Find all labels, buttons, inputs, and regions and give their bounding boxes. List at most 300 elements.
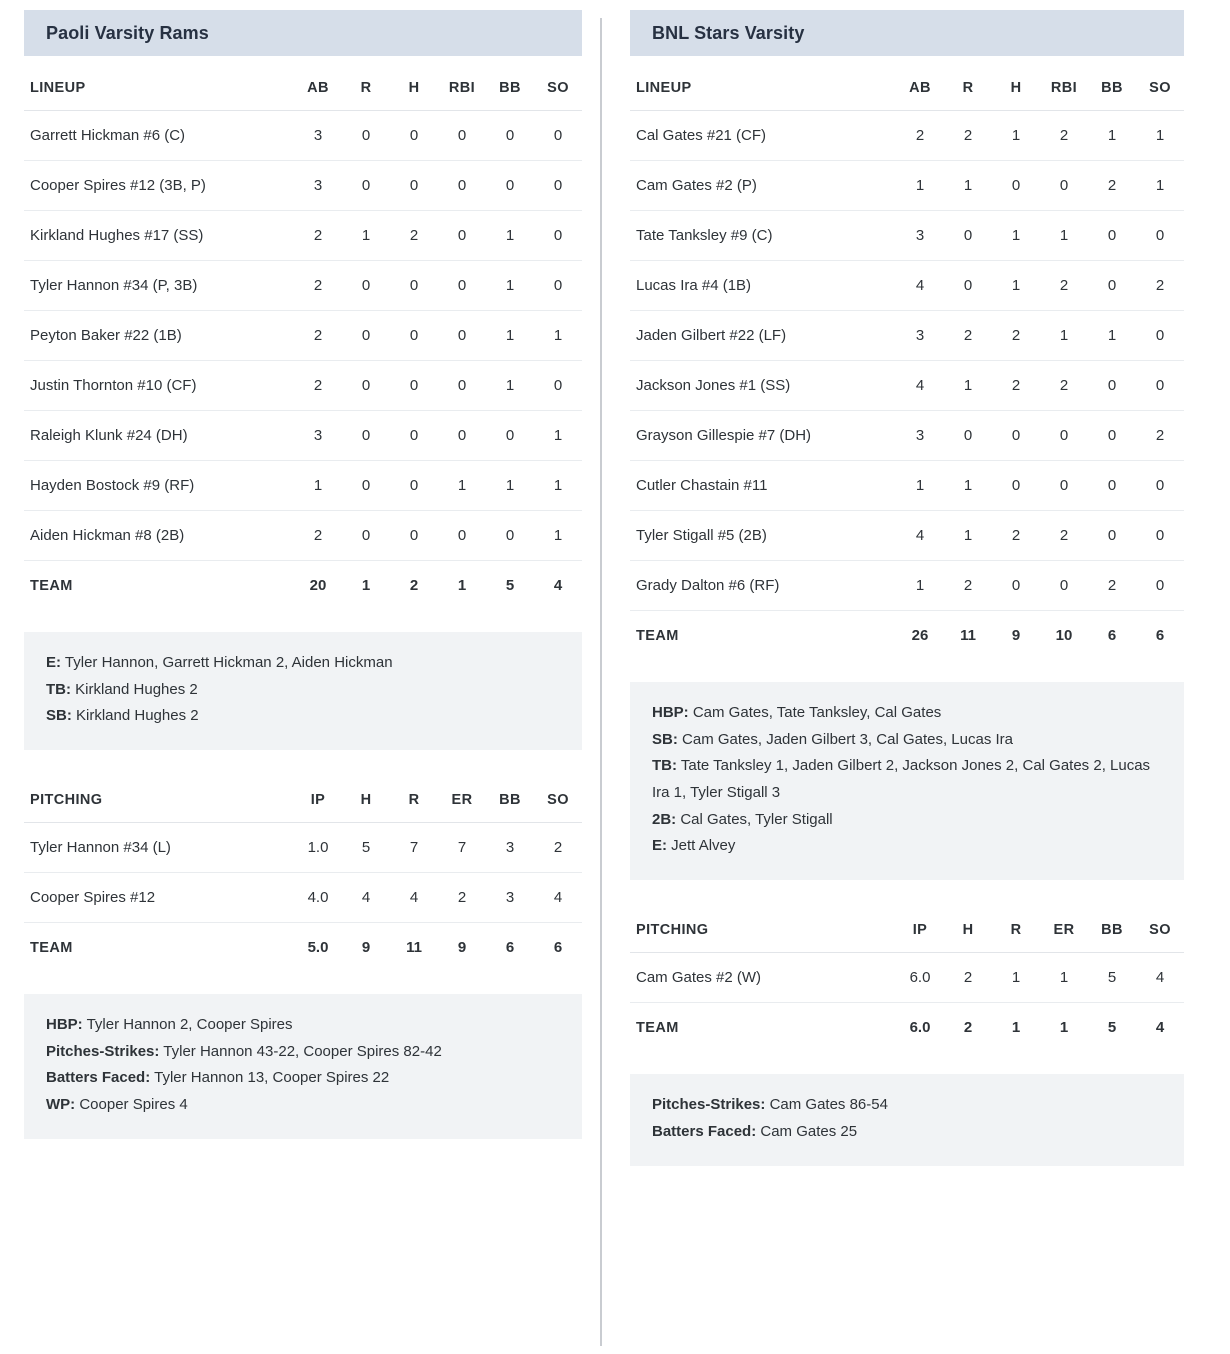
note-label: Pitches-Strikes: xyxy=(652,1096,766,1114)
team-total-label: TEAM xyxy=(630,1003,896,1053)
team-total-cell: 2 xyxy=(944,1003,992,1053)
stat-cell: 2 xyxy=(1040,261,1088,311)
note-line xyxy=(652,1119,1162,1146)
stat-cell: 1 xyxy=(944,461,992,511)
stat-cell: 1 xyxy=(342,211,390,261)
stat-cell: 3 xyxy=(294,111,342,161)
note-line xyxy=(46,703,560,730)
team-total-cell: 5 xyxy=(1088,1003,1136,1053)
table-row xyxy=(630,161,1184,211)
table-row xyxy=(630,953,1184,1003)
stat-cell: 1 xyxy=(1040,953,1088,1003)
stat-cell: 1 xyxy=(944,361,992,411)
stat-cell: 2 xyxy=(896,111,944,161)
note-label: Batters Faced: xyxy=(46,1069,151,1087)
team-header xyxy=(630,10,1184,56)
pitching-table xyxy=(630,906,1184,1052)
player-name: Garrett Hickman #6 (C) xyxy=(24,111,294,161)
team-total-cell: 10 xyxy=(1040,611,1088,661)
stat-cell: 1 xyxy=(486,361,534,411)
table-row xyxy=(24,211,582,261)
batting-table-body xyxy=(630,111,1184,661)
table-row xyxy=(630,111,1184,161)
note-text: Kirkland Hughes 2 xyxy=(76,707,199,725)
note-text: Jett Alvey xyxy=(671,837,736,855)
stat-cell: 0 xyxy=(1088,211,1136,261)
batting-table-body xyxy=(24,111,582,611)
note-line xyxy=(46,677,560,704)
player-name: Tate Tanksley #9 (C) xyxy=(630,211,896,261)
stat-cell: 2 xyxy=(1040,111,1088,161)
note-label: E: xyxy=(46,654,61,671)
stat-cell: 4 xyxy=(896,511,944,561)
stat-cell: 0 xyxy=(1088,361,1136,411)
table-row xyxy=(630,361,1184,411)
table-row xyxy=(630,311,1184,361)
note-line xyxy=(652,700,1162,727)
column-header-pitching: PITCHING xyxy=(24,776,294,823)
player-name: Jaden Gilbert #22 (LF) xyxy=(630,311,896,361)
stat-cell: 0 xyxy=(1088,411,1136,461)
stat-cell: 2 xyxy=(992,361,1040,411)
column-header-so: SO xyxy=(1136,906,1184,953)
team-total-cell: 2 xyxy=(390,561,438,611)
note-line xyxy=(46,1012,560,1039)
table-row xyxy=(24,823,582,873)
stat-cell: 0 xyxy=(1136,511,1184,561)
stat-cell: 1 xyxy=(896,461,944,511)
stat-cell: 2 xyxy=(1040,361,1088,411)
stat-cell: 2 xyxy=(944,111,992,161)
stat-cell: 0 xyxy=(486,411,534,461)
note-text: Cam Gates, Jaden Gilbert 3, Cal Gates, Lucas Ira xyxy=(682,730,1013,748)
stat-cell: 0 xyxy=(438,261,486,311)
stat-cell: 1 xyxy=(992,261,1040,311)
team-total-cell: 26 xyxy=(896,611,944,661)
team-column-left xyxy=(0,10,600,1354)
stat-cell: 0 xyxy=(1040,411,1088,461)
team-total-cell: 5.0 xyxy=(294,923,342,973)
pitching-table-head xyxy=(630,906,1184,953)
stat-cell: 5 xyxy=(1088,953,1136,1003)
stat-cell: 1 xyxy=(992,211,1040,261)
stat-cell: 1 xyxy=(1136,111,1184,161)
stat-cell: 0 xyxy=(1088,511,1136,561)
note-text: Tate Tanksley 1, Jaden Gilbert 2, Jackson Jones 2, Cal Gates 2, Lucas Ira 1, Tyler Stigall 3 xyxy=(652,757,1151,802)
stat-cell: 0 xyxy=(390,311,438,361)
table-header-row xyxy=(630,64,1184,111)
stat-cell: 2 xyxy=(294,511,342,561)
stat-cell: 0 xyxy=(486,111,534,161)
team-total-cell: 11 xyxy=(390,923,438,973)
stat-cell: 4 xyxy=(896,261,944,311)
team-total-cell: 6 xyxy=(1136,611,1184,661)
batting-table-head xyxy=(24,64,582,111)
stat-cell: 1 xyxy=(1136,161,1184,211)
column-header-bb: BB xyxy=(1088,906,1136,953)
stat-cell: 6.0 xyxy=(896,953,944,1003)
note-text: Cam Gates, Tate Tanksley, Cal Gates xyxy=(692,704,942,721)
team-total-row xyxy=(24,561,582,611)
player-name: Grayson Gillespie #7 (DH) xyxy=(630,411,896,461)
team-total-row xyxy=(630,1003,1184,1053)
stat-cell: 3 xyxy=(486,873,534,923)
stat-cell: 0 xyxy=(1040,161,1088,211)
stat-cell: 1 xyxy=(534,411,582,461)
stat-cell: 1 xyxy=(486,311,534,361)
team-total-row xyxy=(630,611,1184,661)
stat-cell: 0 xyxy=(1040,561,1088,611)
table-row xyxy=(24,161,582,211)
stat-cell: 0 xyxy=(438,511,486,561)
stat-cell: 7 xyxy=(438,823,486,873)
batting-notes xyxy=(24,632,582,750)
stat-cell: 0 xyxy=(534,261,582,311)
stat-cell: 0 xyxy=(944,211,992,261)
stat-cell: 0 xyxy=(390,261,438,311)
stat-cell: 4 xyxy=(1136,953,1184,1003)
table-row xyxy=(24,261,582,311)
note-label: HBP: xyxy=(46,1016,83,1034)
pitching-table-body xyxy=(630,953,1184,1053)
table-row xyxy=(630,461,1184,511)
stat-cell: 1 xyxy=(486,461,534,511)
stat-cell: 2 xyxy=(1040,511,1088,561)
player-name: Hayden Bostock #9 (RF) xyxy=(24,461,294,511)
team-total-label: TEAM xyxy=(630,611,896,661)
column-header-h: H xyxy=(992,64,1040,111)
column-header-ip: IP xyxy=(896,906,944,953)
note-label: TB: xyxy=(46,680,71,698)
note-line xyxy=(46,1065,560,1092)
stat-cell: 2 xyxy=(1136,411,1184,461)
note-text: Kirkland Hughes 2 xyxy=(75,680,198,698)
player-name: Cam Gates #2 (P) xyxy=(630,161,896,211)
stat-cell: 0 xyxy=(1040,461,1088,511)
stat-cell: 2 xyxy=(294,311,342,361)
team-column-right xyxy=(602,10,1202,1354)
stat-cell: 4 xyxy=(390,873,438,923)
team-total-cell: 4 xyxy=(1136,1003,1184,1053)
team-total-cell: 4 xyxy=(534,561,582,611)
stat-cell: 0 xyxy=(390,411,438,461)
table-row xyxy=(24,511,582,561)
stat-cell: 4.0 xyxy=(294,873,342,923)
stat-cell: 0 xyxy=(486,161,534,211)
pitching-section xyxy=(630,906,1184,1052)
stat-cell: 0 xyxy=(390,511,438,561)
column-header-ab: AB xyxy=(896,64,944,111)
stat-cell: 0 xyxy=(342,411,390,461)
stat-cell: 5 xyxy=(342,823,390,873)
column-header-lineup: LINEUP xyxy=(24,64,294,111)
team-total-cell: 20 xyxy=(294,561,342,611)
table-row xyxy=(24,873,582,923)
stat-cell: 3 xyxy=(896,411,944,461)
stat-cell: 0 xyxy=(944,411,992,461)
stat-cell: 1 xyxy=(486,261,534,311)
team-total-cell: 1 xyxy=(992,1003,1040,1053)
column-header-er: ER xyxy=(1040,906,1088,953)
column-header-rbi: RBI xyxy=(1040,64,1088,111)
stat-cell: 1 xyxy=(1088,311,1136,361)
stat-cell: 0 xyxy=(438,411,486,461)
note-line xyxy=(652,1092,1162,1119)
team-name: Paoli Varsity Rams xyxy=(46,22,209,43)
note-label: TB: xyxy=(652,757,677,775)
player-name: Kirkland Hughes #17 (SS) xyxy=(24,211,294,261)
player-name: Cutler Chastain #11 xyxy=(630,461,896,511)
stat-cell: 0 xyxy=(992,161,1040,211)
stat-cell: 0 xyxy=(390,361,438,411)
note-text: Tyler Hannon 43-22, Cooper Spires 82-42 xyxy=(163,1042,442,1060)
stat-cell: 2 xyxy=(944,953,992,1003)
stat-cell: 1 xyxy=(438,461,486,511)
table-header-row xyxy=(24,776,582,823)
stat-cell: 1 xyxy=(534,461,582,511)
stat-cell: 0 xyxy=(534,161,582,211)
stat-cell: 2 xyxy=(1088,161,1136,211)
stat-cell: 0 xyxy=(1088,461,1136,511)
team-total-cell: 1 xyxy=(1040,1003,1088,1053)
stat-cell: 2 xyxy=(1088,561,1136,611)
stat-cell: 0 xyxy=(534,361,582,411)
stat-cell: 0 xyxy=(534,111,582,161)
stat-cell: 0 xyxy=(342,361,390,411)
note-label: Batters Faced: xyxy=(652,1122,757,1140)
column-header-er: ER xyxy=(438,776,486,823)
note-text: Cal Gates, Tyler Stigall xyxy=(680,810,833,828)
table-row xyxy=(24,111,582,161)
stat-cell: 0 xyxy=(390,461,438,511)
pitching-section xyxy=(24,776,582,972)
note-line xyxy=(652,833,1162,860)
batting-notes xyxy=(630,682,1184,880)
batting-table-head xyxy=(630,64,1184,111)
note-line xyxy=(652,753,1162,806)
stat-cell: 3 xyxy=(294,411,342,461)
stat-cell: 0 xyxy=(1088,261,1136,311)
column-header-r: R xyxy=(944,64,992,111)
note-text: Tyler Hannon, Garrett Hickman 2, Aiden Hickman xyxy=(64,654,393,671)
note-label: WP: xyxy=(46,1096,76,1114)
pitching-table xyxy=(24,776,582,972)
note-text: Cam Gates 86-54 xyxy=(769,1096,888,1114)
column-header-so: SO xyxy=(1136,64,1184,111)
stat-cell: 3 xyxy=(486,823,534,873)
team-total-cell: 11 xyxy=(944,611,992,661)
team-total-cell: 9 xyxy=(438,923,486,973)
column-header-pitching: PITCHING xyxy=(630,906,896,953)
table-row xyxy=(630,561,1184,611)
stat-cell: 1 xyxy=(992,111,1040,161)
stat-cell: 1 xyxy=(1040,311,1088,361)
stat-cell: 1 xyxy=(896,561,944,611)
stat-cell: 0 xyxy=(342,461,390,511)
note-label: E: xyxy=(652,837,667,855)
stat-cell: 0 xyxy=(944,261,992,311)
stat-cell: 0 xyxy=(1136,361,1184,411)
column-header-r: R xyxy=(390,776,438,823)
table-row xyxy=(24,311,582,361)
stat-cell: 2 xyxy=(294,211,342,261)
player-name: Peyton Baker #22 (1B) xyxy=(24,311,294,361)
player-name: Tyler Stigall #5 (2B) xyxy=(630,511,896,561)
stat-cell: 0 xyxy=(1136,561,1184,611)
note-text: Tyler Hannon 13, Cooper Spires 22 xyxy=(154,1069,390,1087)
note-text: Tyler Hannon 2, Cooper Spires xyxy=(86,1016,293,1034)
stat-cell: 0 xyxy=(534,211,582,261)
stat-cell: 0 xyxy=(390,111,438,161)
stat-cell: 2 xyxy=(992,511,1040,561)
team-total-label: TEAM xyxy=(24,561,294,611)
stat-cell: 1 xyxy=(896,161,944,211)
stat-cell: 4 xyxy=(534,873,582,923)
team-total-cell: 6 xyxy=(1088,611,1136,661)
table-row xyxy=(24,361,582,411)
stat-cell: 0 xyxy=(486,511,534,561)
player-name: Raleigh Klunk #24 (DH) xyxy=(24,411,294,461)
table-row xyxy=(630,211,1184,261)
table-row xyxy=(630,261,1184,311)
pitcher-name: Cooper Spires #12 xyxy=(24,873,294,923)
stat-cell: 7 xyxy=(390,823,438,873)
stat-cell: 0 xyxy=(1136,311,1184,361)
table-header-row xyxy=(630,906,1184,953)
pitcher-name: Tyler Hannon #34 (L) xyxy=(24,823,294,873)
team-total-cell: 1 xyxy=(342,561,390,611)
note-line xyxy=(652,807,1162,834)
player-name: Cooper Spires #12 (3B, P) xyxy=(24,161,294,211)
stat-cell: 2 xyxy=(390,211,438,261)
stat-cell: 0 xyxy=(992,561,1040,611)
player-name: Grady Dalton #6 (RF) xyxy=(630,561,896,611)
column-header-r: R xyxy=(342,64,390,111)
team-total-cell: 9 xyxy=(342,923,390,973)
column-header-so: SO xyxy=(534,64,582,111)
team-total-cell: 6.0 xyxy=(896,1003,944,1053)
note-label: HBP: xyxy=(652,704,689,721)
player-name: Justin Thornton #10 (CF) xyxy=(24,361,294,411)
player-name: Jackson Jones #1 (SS) xyxy=(630,361,896,411)
stat-cell: 0 xyxy=(438,111,486,161)
note-label: SB: xyxy=(46,707,72,725)
stat-cell: 1 xyxy=(944,161,992,211)
team-total-cell: 6 xyxy=(486,923,534,973)
stat-cell: 1 xyxy=(1040,211,1088,261)
stat-cell: 2 xyxy=(944,561,992,611)
player-name: Aiden Hickman #8 (2B) xyxy=(24,511,294,561)
team-total-label: TEAM xyxy=(24,923,294,973)
stat-cell: 0 xyxy=(438,361,486,411)
stat-cell: 3 xyxy=(896,211,944,261)
stat-cell: 2 xyxy=(294,261,342,311)
stat-cell: 0 xyxy=(438,311,486,361)
stat-cell: 4 xyxy=(896,361,944,411)
stat-cell: 2 xyxy=(294,361,342,411)
stat-cell: 0 xyxy=(342,511,390,561)
team-total-cell: 1 xyxy=(438,561,486,611)
stat-cell: 3 xyxy=(896,311,944,361)
stat-cell: 1 xyxy=(534,511,582,561)
stat-cell: 1 xyxy=(944,511,992,561)
column-header-ab: AB xyxy=(294,64,342,111)
stat-cell: 0 xyxy=(342,111,390,161)
batting-table xyxy=(24,64,582,610)
stat-cell: 1 xyxy=(486,211,534,261)
column-header-h: H xyxy=(390,64,438,111)
note-line xyxy=(46,1039,560,1066)
pitcher-name: Cam Gates #2 (W) xyxy=(630,953,896,1003)
column-header-lineup: LINEUP xyxy=(630,64,896,111)
stat-cell: 0 xyxy=(438,211,486,261)
pitching-table-head xyxy=(24,776,582,823)
stat-cell: 2 xyxy=(438,873,486,923)
column-header-bb: BB xyxy=(1088,64,1136,111)
column-header-bb: BB xyxy=(486,64,534,111)
batting-table xyxy=(630,64,1184,660)
note-line xyxy=(46,650,560,677)
note-line xyxy=(46,1092,560,1119)
stat-cell: 2 xyxy=(534,823,582,873)
stat-cell: 1 xyxy=(534,311,582,361)
stat-cell: 0 xyxy=(342,161,390,211)
team-total-row xyxy=(24,923,582,973)
stat-cell: 2 xyxy=(992,311,1040,361)
stat-cell: 4 xyxy=(342,873,390,923)
stat-cell: 0 xyxy=(992,411,1040,461)
column-header-so: SO xyxy=(534,776,582,823)
column-header-ip: IP xyxy=(294,776,342,823)
team-total-cell: 6 xyxy=(534,923,582,973)
note-label: 2B: xyxy=(652,810,677,828)
stat-cell: 0 xyxy=(992,461,1040,511)
column-header-rbi: RBI xyxy=(438,64,486,111)
column-header-h: H xyxy=(342,776,390,823)
team-name: BNL Stars Varsity xyxy=(652,22,805,43)
stat-cell: 0 xyxy=(438,161,486,211)
table-header-row xyxy=(24,64,582,111)
pitching-notes xyxy=(630,1074,1184,1165)
stat-cell: 1 xyxy=(992,953,1040,1003)
pitching-notes xyxy=(24,994,582,1139)
stat-cell: 0 xyxy=(1136,211,1184,261)
note-text: Cooper Spires 4 xyxy=(79,1096,188,1114)
team-total-cell: 5 xyxy=(486,561,534,611)
table-row xyxy=(24,461,582,511)
note-label: SB: xyxy=(652,730,678,748)
stat-cell: 1.0 xyxy=(294,823,342,873)
note-line xyxy=(652,727,1162,754)
stat-cell: 1 xyxy=(1088,111,1136,161)
stat-cell: 0 xyxy=(390,161,438,211)
stat-cell: 0 xyxy=(342,261,390,311)
player-name: Tyler Hannon #34 (P, 3B) xyxy=(24,261,294,311)
stat-cell: 0 xyxy=(1136,461,1184,511)
stat-cell: 1 xyxy=(294,461,342,511)
table-row xyxy=(24,411,582,461)
column-header-r: R xyxy=(992,906,1040,953)
table-row xyxy=(630,411,1184,461)
table-row xyxy=(630,511,1184,561)
note-text: Cam Gates 25 xyxy=(760,1122,858,1140)
stat-cell: 2 xyxy=(1136,261,1184,311)
team-total-cell: 9 xyxy=(992,611,1040,661)
pitching-table-body xyxy=(24,823,582,973)
column-header-bb: BB xyxy=(486,776,534,823)
column-header-h: H xyxy=(944,906,992,953)
stat-cell: 3 xyxy=(294,161,342,211)
